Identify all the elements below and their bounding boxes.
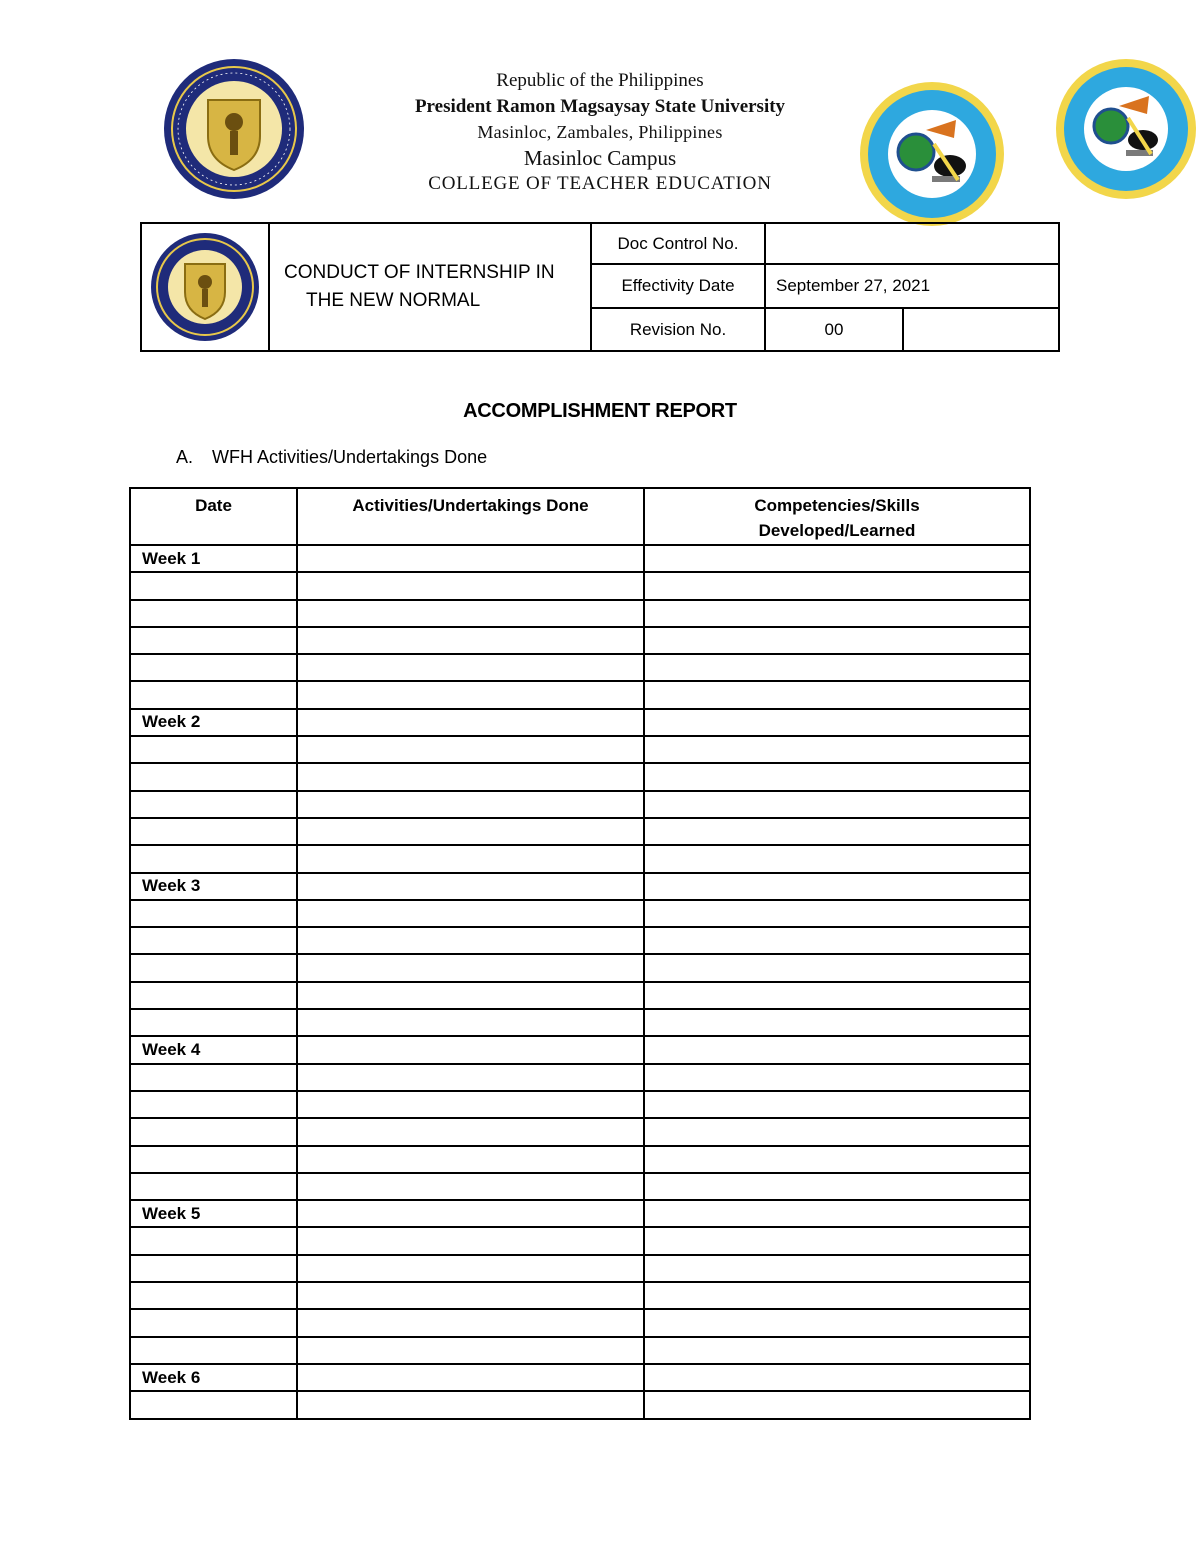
competency-cell[interactable]	[644, 1146, 1030, 1173]
week-row	[130, 1364, 1030, 1391]
competency-cell[interactable]	[644, 627, 1030, 654]
revision-label: Revision No.	[591, 308, 765, 351]
accomplishment-table-body	[130, 545, 1030, 1419]
section-a-heading	[176, 447, 487, 468]
competency-cell[interactable]	[644, 1118, 1030, 1145]
competency-cell[interactable]	[644, 845, 1030, 872]
date-cell[interactable]	[130, 1118, 297, 1145]
table-row	[130, 845, 1030, 872]
date-cell[interactable]	[130, 818, 297, 845]
date-cell[interactable]	[130, 1064, 297, 1091]
table-row	[130, 1391, 1030, 1418]
cte-seal-logo	[858, 80, 1006, 228]
activity-cell[interactable]	[297, 736, 644, 763]
date-cell[interactable]	[130, 982, 297, 1009]
date-cell[interactable]	[130, 654, 297, 681]
activity-cell[interactable]	[297, 791, 644, 818]
university-seal-logo	[163, 58, 305, 200]
competency-cell[interactable]	[644, 736, 1030, 763]
date-cell[interactable]	[130, 1391, 297, 1418]
competencies-header-line2: Developed/Learned	[758, 521, 916, 540]
competency-cell[interactable]	[644, 1309, 1030, 1336]
week-row	[130, 873, 1030, 900]
date-cell[interactable]	[130, 791, 297, 818]
week-row	[130, 709, 1030, 736]
date-cell[interactable]	[130, 681, 297, 708]
date-cell[interactable]	[130, 1309, 297, 1336]
competency-cell[interactable]	[644, 1009, 1030, 1036]
activity-cell[interactable]	[297, 709, 644, 736]
activity-cell[interactable]	[297, 927, 644, 954]
table-row	[130, 1282, 1030, 1309]
week-row	[130, 1200, 1030, 1227]
table-row	[130, 1064, 1030, 1091]
activity-cell[interactable]	[297, 1282, 644, 1309]
date-cell[interactable]	[130, 1091, 297, 1118]
week-label: Week 4	[130, 1036, 297, 1063]
week-label: Week 5	[130, 1200, 297, 1227]
competency-cell[interactable]	[644, 954, 1030, 981]
activity-cell[interactable]	[297, 763, 644, 790]
table-row	[130, 600, 1030, 627]
competency-cell[interactable]	[644, 572, 1030, 599]
competency-cell[interactable]	[644, 982, 1030, 1009]
table-row	[130, 1309, 1030, 1336]
table-row	[130, 736, 1030, 763]
competency-cell[interactable]	[644, 818, 1030, 845]
competency-cell[interactable]	[644, 873, 1030, 900]
activity-cell[interactable]	[297, 1091, 644, 1118]
activity-cell[interactable]	[297, 1255, 644, 1282]
activity-cell[interactable]	[297, 982, 644, 1009]
activity-cell[interactable]	[297, 654, 644, 681]
university-seal-small-logo	[150, 232, 260, 342]
date-cell[interactable]	[130, 1255, 297, 1282]
table-row	[130, 818, 1030, 845]
header-address: Masinloc, Zambales, Philippines	[477, 122, 723, 142]
competencies-header-line1: Competencies/Skills	[754, 496, 920, 515]
date-cell[interactable]	[130, 1337, 297, 1364]
week-label: Week 6	[130, 1364, 297, 1391]
table-row	[130, 627, 1030, 654]
activity-cell[interactable]	[297, 627, 644, 654]
doc-title-line2: THE NEW NORMAL	[306, 290, 481, 311]
competency-cell[interactable]	[644, 1282, 1030, 1309]
header-republic: Republic of the Philippines	[496, 70, 704, 91]
activity-cell[interactable]	[297, 818, 644, 845]
competency-cell[interactable]	[644, 600, 1030, 627]
competency-cell[interactable]	[644, 681, 1030, 708]
activity-cell[interactable]	[297, 954, 644, 981]
activity-cell[interactable]	[297, 600, 644, 627]
table-row	[130, 982, 1030, 1009]
cte-seal-logo-2	[1055, 58, 1197, 200]
table-row	[130, 1173, 1030, 1200]
date-cell[interactable]	[130, 1173, 297, 1200]
doc-control-table	[140, 222, 1060, 352]
date-cell[interactable]	[130, 927, 297, 954]
table-row	[130, 1227, 1030, 1254]
competency-cell[interactable]	[644, 654, 1030, 681]
date-cell[interactable]	[130, 1146, 297, 1173]
effectivity-date-label: Effectivity Date	[591, 264, 765, 308]
table-row	[130, 1337, 1030, 1364]
header-college: COLLEGE OF TEACHER EDUCATION	[428, 173, 772, 194]
competency-cell[interactable]	[644, 1200, 1030, 1227]
table-row	[130, 1118, 1030, 1145]
competency-cell[interactable]	[644, 1255, 1030, 1282]
table-row	[130, 654, 1030, 681]
activity-cell[interactable]	[297, 1118, 644, 1145]
section-letter: A.	[176, 447, 194, 467]
competency-cell[interactable]	[644, 927, 1030, 954]
activity-cell[interactable]	[297, 1227, 644, 1254]
activity-cell[interactable]	[297, 1146, 644, 1173]
date-cell[interactable]	[130, 1227, 297, 1254]
table-row	[130, 954, 1030, 981]
activity-cell[interactable]	[297, 1173, 644, 1200]
activity-cell[interactable]	[297, 1064, 644, 1091]
activity-cell[interactable]	[297, 1391, 644, 1418]
competency-cell[interactable]	[644, 763, 1030, 790]
date-cell[interactable]	[130, 845, 297, 872]
week-label: Week 1	[130, 545, 297, 572]
doc-control-value	[765, 223, 1059, 264]
competencies-column-header	[644, 488, 1030, 545]
competency-cell[interactable]	[644, 1173, 1030, 1200]
date-cell[interactable]	[130, 1009, 297, 1036]
revision-blank-cell	[903, 308, 1059, 351]
date-cell[interactable]	[130, 763, 297, 790]
competency-cell[interactable]	[644, 709, 1030, 736]
date-cell[interactable]	[130, 1282, 297, 1309]
activities-column-header: Activities/Undertakings Done	[297, 488, 644, 545]
competency-cell[interactable]	[644, 1337, 1030, 1364]
activity-cell[interactable]	[297, 1036, 644, 1063]
effectivity-date-value: September 27, 2021	[765, 264, 1059, 308]
table-row	[130, 681, 1030, 708]
competency-cell[interactable]	[644, 545, 1030, 572]
date-cell[interactable]	[130, 954, 297, 981]
competency-cell[interactable]	[644, 1364, 1030, 1391]
table-row	[130, 763, 1030, 790]
accomplishment-table	[129, 487, 1031, 1420]
table-row	[130, 791, 1030, 818]
date-cell[interactable]	[130, 572, 297, 599]
activity-cell[interactable]	[297, 1364, 644, 1391]
competency-cell[interactable]	[644, 1091, 1030, 1118]
revision-value: 00	[765, 308, 903, 351]
date-cell[interactable]	[130, 900, 297, 927]
week-label: Week 2	[130, 709, 297, 736]
header-campus: Masinloc Campus	[523, 146, 677, 170]
activity-cell[interactable]	[297, 1200, 644, 1227]
activity-cell[interactable]	[297, 1309, 644, 1336]
table-row	[130, 900, 1030, 927]
activity-cell[interactable]	[297, 1337, 644, 1364]
doc-control-label: Doc Control No.	[591, 223, 765, 264]
table-row	[130, 1146, 1030, 1173]
competency-cell[interactable]	[644, 1064, 1030, 1091]
report-title: ACCOMPLISHMENT REPORT	[463, 400, 737, 422]
header-university: President Ramon Magsaysay State University	[414, 96, 786, 117]
table-row	[130, 572, 1030, 599]
competency-cell[interactable]	[644, 900, 1030, 927]
week-row	[130, 1036, 1030, 1063]
competency-cell[interactable]	[644, 1036, 1030, 1063]
date-column-header: Date	[130, 488, 297, 545]
table-row	[130, 1091, 1030, 1118]
activity-cell[interactable]	[297, 900, 644, 927]
doc-title-line1: CONDUCT OF INTERNSHIP IN	[284, 262, 555, 283]
activity-cell[interactable]	[297, 572, 644, 599]
competency-cell[interactable]	[644, 1391, 1030, 1418]
activity-cell[interactable]	[297, 873, 644, 900]
date-cell[interactable]	[130, 627, 297, 654]
table-row	[130, 1009, 1030, 1036]
date-cell[interactable]	[130, 600, 297, 627]
table-row	[130, 927, 1030, 954]
date-cell[interactable]	[130, 736, 297, 763]
activity-cell[interactable]	[297, 545, 644, 572]
activity-cell[interactable]	[297, 845, 644, 872]
section-title: WFH Activities/Undertakings Done	[212, 447, 488, 467]
table-row	[130, 1255, 1030, 1282]
activity-cell[interactable]	[297, 681, 644, 708]
competency-cell[interactable]	[644, 791, 1030, 818]
week-row	[130, 545, 1030, 572]
competency-cell[interactable]	[644, 1227, 1030, 1254]
activity-cell[interactable]	[297, 1009, 644, 1036]
doc-control-logo-cell	[141, 223, 269, 351]
doc-title-cell	[269, 223, 591, 351]
week-label: Week 3	[130, 873, 297, 900]
